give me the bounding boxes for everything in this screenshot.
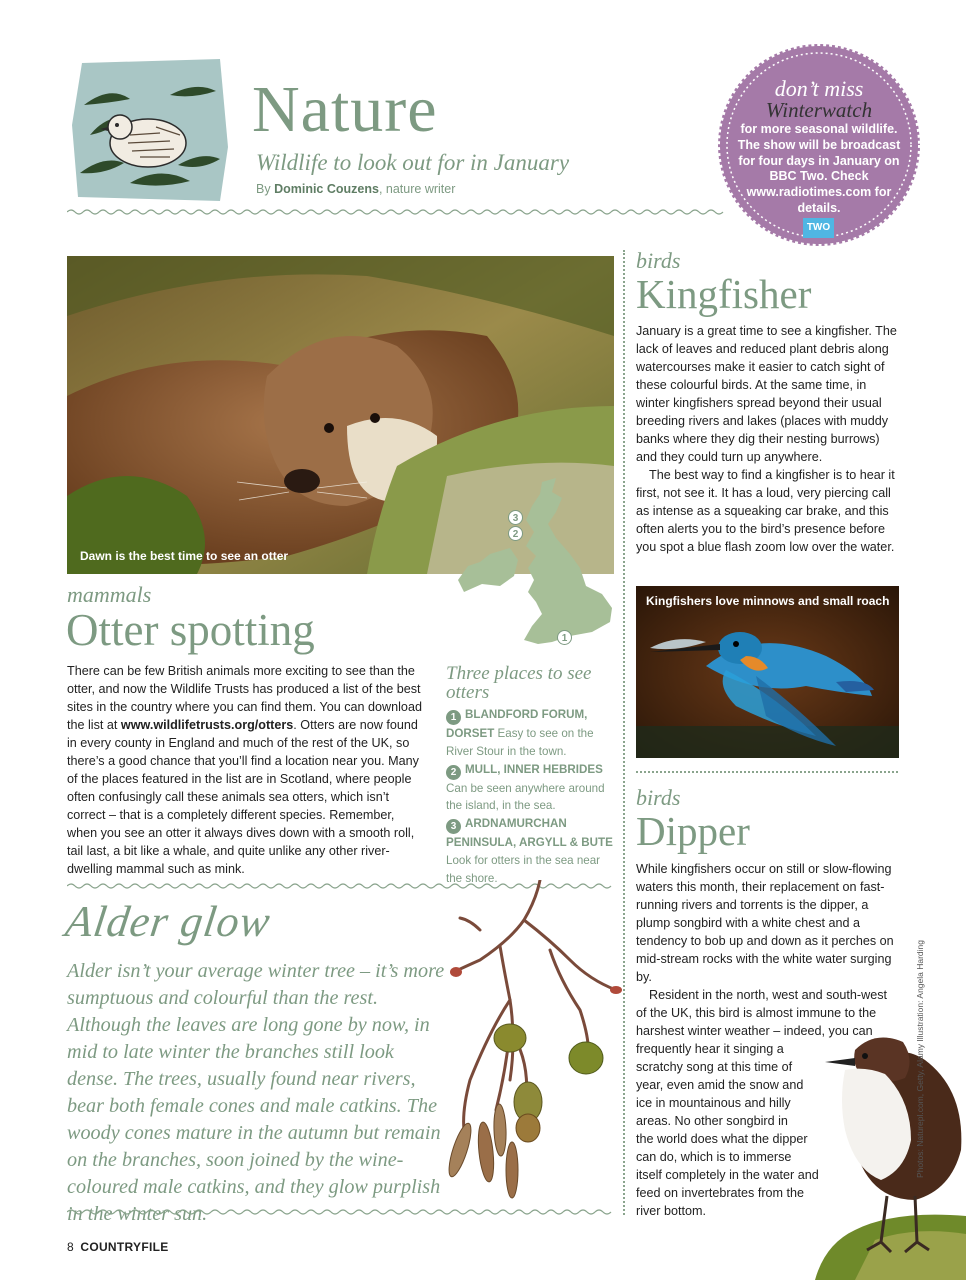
dipper-line: areas. No other songbird in <box>636 1114 788 1128</box>
dipper-line: year, even amid the snow and <box>636 1078 804 1092</box>
otter-category: mammals <box>67 582 152 607</box>
places-heading: Three places to see otters <box>446 663 592 703</box>
magazine-name: COUNTRYFILE <box>80 1240 169 1254</box>
dipper-line: scratchy song at this time of <box>636 1060 793 1074</box>
bbc-two-logo: TWO <box>803 218 834 238</box>
badge-body: for more seasonal wildlife. The show will be broadcast for four days in January on BBC Two. Check www.radiotimes.com for details. <box>737 122 901 215</box>
place-desc: Can be seen anywhere around the island, in the sea. <box>446 781 605 813</box>
badge-dont-miss: don’t miss <box>774 76 864 101</box>
place-item <box>446 706 616 761</box>
otter-body-rest: . Otters are now found in every county in England and much of the rest of the UK, so there’s a good chance that you’ll find a location near you. Many of the places featured in the list are in Scotland, where people often confusingly call these animals sea otters, which isn’t correct – that is a completely different species. Remember, when you see an otter it always dives down with a smooth roll, tail last, a bit like a whale, and quite unlike any other river-dwelling mammal such as mink. <box>67 718 419 876</box>
dipper-line: ice in mountainous and hilly <box>636 1096 791 1110</box>
right-column-divider <box>636 771 898 773</box>
kingfisher-photo <box>636 586 899 758</box>
author-name: Dominic Couzens <box>274 182 379 196</box>
dipper-photo <box>815 1030 966 1280</box>
uk-map <box>452 476 622 656</box>
place-title: ARDNAMURCHAN PENINSULA, ARGYLL & BUTE <box>446 817 613 850</box>
dipper-line: the world does what the dipper <box>636 1132 808 1146</box>
dipper-line: itself completely in the water and <box>636 1168 819 1182</box>
header-wavy-divider <box>67 208 727 216</box>
place-desc: Look for otters in the sea near the shore. <box>446 853 601 885</box>
map-marker-1: 1 <box>557 630 572 645</box>
place-item <box>446 761 616 816</box>
alder-heading: Alder glow <box>62 897 274 946</box>
alder-branch-illustration <box>440 880 630 1210</box>
kingfisher-category: birds <box>636 248 681 273</box>
dipper-line: river bottom. <box>636 1204 706 1218</box>
map-marker-3: 3 <box>508 510 523 525</box>
page-subtitle: Wildlife to look out for in January <box>256 150 570 175</box>
dipper-line: of the UK, this bird is almost immune to the <box>636 1006 877 1020</box>
badge-show-name: Winterwatch <box>765 98 873 122</box>
column-divider <box>623 250 625 1215</box>
kingfisher-para-2: The best way to find a kingfisher is to hear it first, not see it. It has a loud, very piercing call as intense as a squeaking car brake, and this often alerts you to the bird’s presence before you spot a blue flash zoom low over the water. <box>636 468 895 554</box>
dipper-line: can do, which is to immerse <box>636 1150 792 1164</box>
author-role: , nature writer <box>378 182 456 196</box>
kingfisher-photo-caption: Kingfishers love minnows and small roach <box>646 594 890 608</box>
place-title: BLANDFORD FORUM, DORSET <box>446 708 588 740</box>
place-number: 1 <box>446 710 461 725</box>
place-number: 2 <box>446 765 461 780</box>
place-title: MULL, INNER HEBRIDES <box>465 762 603 776</box>
bottom-wavy-divider <box>67 1208 615 1216</box>
otter-body <box>67 662 427 878</box>
place-item <box>446 815 616 887</box>
dipper-line: harshest winter weather – indeed, you can <box>636 1024 873 1038</box>
byline <box>256 182 455 196</box>
page-title: Nature <box>252 73 438 146</box>
kingfisher-para-1: January is a great time to see a kingfisher. The lack of leaves and reduced plant debris along watercourses make it easier to catch sight of these colourful birds. At the same time, in winter kingfishers spread beyond their usual breeding rivers and lakes (places with muddy banks where they dig their nesting burrows) and they could turn up anywhere. <box>636 324 897 464</box>
dipper-heading: Dipper <box>636 808 750 854</box>
place-desc: Easy to see on the River Stour in the town. <box>446 727 594 758</box>
page-footer <box>67 1240 169 1254</box>
dipper-category: birds <box>636 785 681 810</box>
dipper-line: feed on invertebrates from the <box>636 1186 805 1200</box>
otter-body-intro: There can be few British animals more exciting to see than the otter, and now the Wildlife Trusts has produced a list of the best sites in the country where you can find them. You can download the list at <box>67 664 422 732</box>
map-marker-2: 2 <box>508 526 523 541</box>
photo-credits <box>915 940 929 1178</box>
alder-body: Alder isn’t your average winter tree – it’s more sumptuous and colourful than the rest. Although the leaves are long gone by now, in mid to late winter the branches still look dense. The trees, usually found near rivers, bear both female cones and male catkins. The woody cones mature in the autumn but remain on the branches, soon joined by the wine-coloured male catkins, and they glow purplish in the winter sun. <box>67 960 445 1225</box>
places-list <box>446 706 616 888</box>
place-number: 3 <box>446 819 461 834</box>
dipper-line: frequently hear it singing a <box>636 1042 784 1056</box>
kingfisher-body <box>636 322 901 556</box>
dipper-para-1: While kingfishers occur on still or slow-flowing waters this month, their replacement on fast-running rivers and torrents is the dipper, a plump songbird with a white chest and a tendency to bob up and down as it perches on mid-stream rocks with the white water surging by. <box>636 862 894 984</box>
wildlife-trusts-link[interactable]: www.wildlifetrusts.org/otters <box>120 718 294 732</box>
quail-illustration <box>70 55 230 205</box>
winterwatch-badge <box>716 42 922 248</box>
otter-heading: Otter spotting <box>66 605 315 655</box>
page-number: 8 <box>67 1240 74 1254</box>
photo-credits-text: Photos: Naturepl.com, Getty, Alamy Illustration: Angela Harding <box>915 940 925 1178</box>
dipper-line: Resident in the north, west and south-west <box>649 988 888 1002</box>
byline-prefix: By <box>256 182 271 196</box>
otter-photo-caption: Dawn is the best time to see an otter <box>80 549 289 563</box>
kingfisher-heading: Kingfisher <box>636 271 812 317</box>
